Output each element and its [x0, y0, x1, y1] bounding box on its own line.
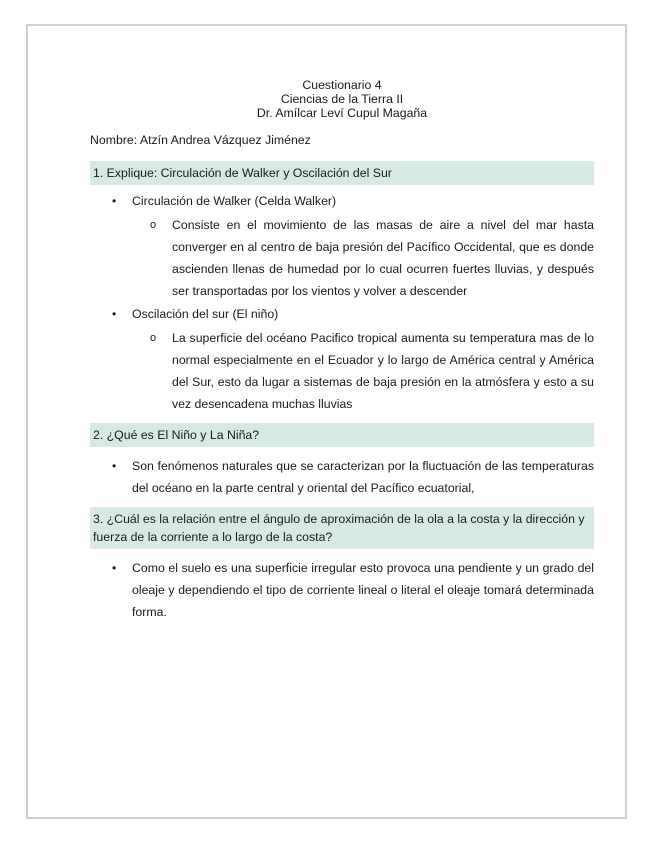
question-3-answer-list	[90, 557, 594, 623]
course-name: Ciencias de la Tierra II	[280, 92, 404, 106]
professor-name: Dr. Amílcar Leví Cupul Magaña	[256, 106, 428, 120]
list-item	[90, 306, 594, 415]
list-item-text: Son fenómenos naturales que se caracterizan por la fluctuación de las temperaturas del océano en la parte central y oriental del Pacífico ecuatorial,	[132, 459, 594, 495]
bullet-disc-icon: •	[112, 459, 117, 473]
bullet-disc-icon: •	[112, 307, 117, 321]
question-3-heading: 3. ¿Cuál es la relación entre el ángulo de aproximación de la ola a la costa y la dirección y fuerza de la corriente a lo largo de la costa?	[90, 507, 594, 549]
list-item	[90, 455, 594, 499]
bullet-circle-icon: o	[150, 332, 157, 344]
question-2-answer-list	[90, 455, 594, 499]
bullet-circle-icon: o	[150, 219, 157, 231]
question-1-answer-list	[90, 193, 594, 415]
list-item-text: Como el suelo es una superficie irregular esto provoca una pendiente y un grado del oleaje y dependiendo el tipo de corriente lineal o literal el oleaje tomará determinada forma.	[132, 561, 594, 619]
document-content	[90, 78, 594, 631]
sub-list-item-text: Consiste en el movimiento de las masas de aire a nivel del mar hasta converger en al centro de baja presión del Pacífico Occidental, que es donde ascienden llenas de humedad por lo cual ocurren fuertes lluvias, y después ser transportadas por los vientos y volver a descender	[172, 218, 594, 298]
student-name: Nombre: Atzín Andrea Vázquez Jiménez	[90, 133, 311, 147]
sub-list-item	[132, 214, 594, 302]
list-item-label: Oscilación del sur (El niño)	[132, 307, 279, 321]
question-2-heading: 2. ¿Qué es El Niño y La Niña?	[90, 423, 594, 447]
list-item	[90, 193, 594, 302]
question-1-heading: 1. Explique: Circulación de Walker y Oscilación del Sur	[90, 161, 594, 185]
document-title: Cuestionario 4	[302, 78, 382, 92]
sub-list-item	[132, 327, 594, 415]
bullet-disc-icon: •	[112, 194, 117, 208]
bullet-disc-icon: •	[112, 561, 117, 575]
document-header	[90, 78, 594, 120]
document-page	[26, 24, 627, 819]
list-item	[90, 557, 594, 623]
list-item-label: Circulación de Walker (Celda Walker)	[132, 194, 337, 208]
sub-list	[132, 214, 594, 302]
sub-list	[132, 327, 594, 415]
sub-list-item-text: La superficie del océano Pacifico tropical aumenta su temperatura mas de lo normal especialmente en el Ecuador y lo largo de América central y América del Sur, esto da lugar a sistemas de baja presión en la atmósfera y esto a su vez desencadena muchas lluvias	[172, 331, 594, 411]
